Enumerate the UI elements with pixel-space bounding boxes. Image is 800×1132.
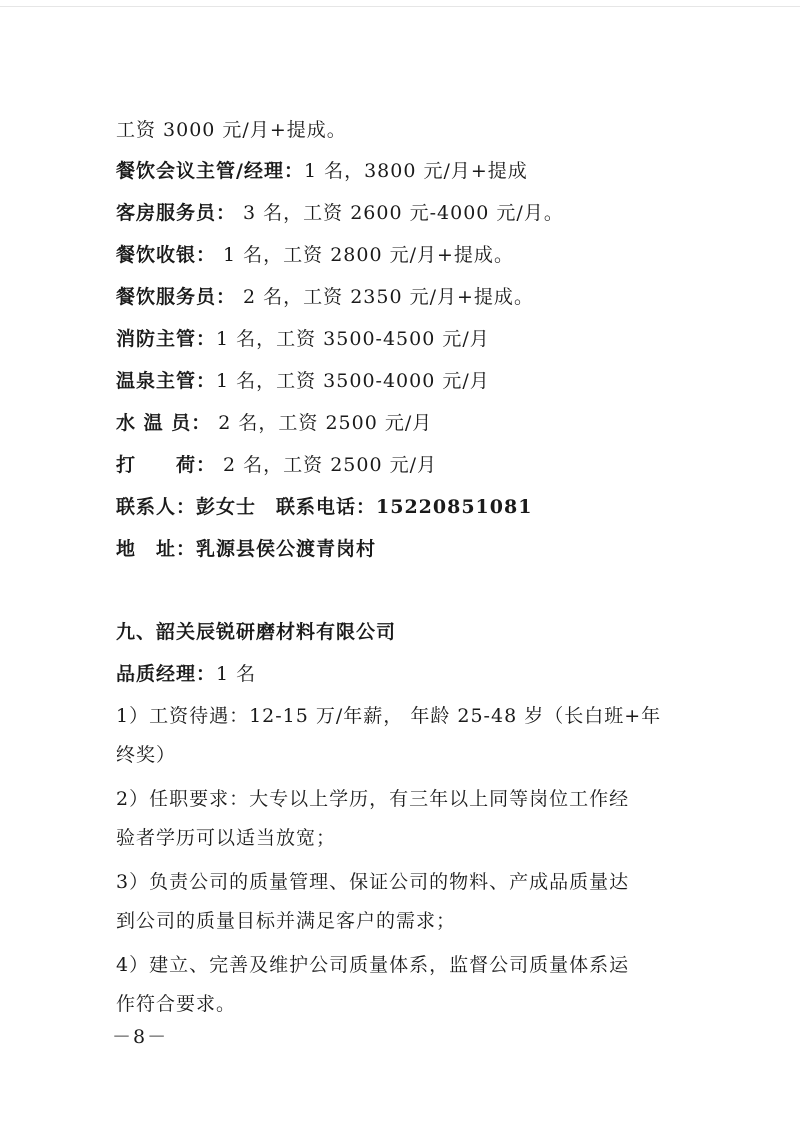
contact-line: 联系人：彭女士 联系电话：15220851081 xyxy=(116,496,533,518)
section-heading: 九、韶关辰锐研磨材料有限公司 xyxy=(116,621,397,643)
job-detail: 2 名，工资 2350 元/月+提成。 xyxy=(236,286,534,308)
job-line-waiter xyxy=(116,285,534,309)
job-line-room-attendant xyxy=(116,201,564,225)
requirement-line: 3）负责公司的质量管理、保证公司的物料、产成品质量达 xyxy=(116,871,630,893)
job-line-catering-manager xyxy=(116,159,528,183)
address-line: 地 址：乳源县侯公渡青岗村 xyxy=(116,538,377,560)
job-detail: 2 名，工资 2500 元/月 xyxy=(216,454,438,476)
job-detail: 1 名，3800 元/月+提成 xyxy=(303,160,528,182)
job-title: 打 荷： xyxy=(116,454,217,476)
requirement-line: 1）工资待遇：12-15 万/年薪， 年龄 25-48 岁（长白班+年 xyxy=(116,705,662,727)
job-line-hot-spring-supervisor xyxy=(116,369,490,393)
job-title: 餐饮服务员： xyxy=(116,286,237,308)
job-detail: 1 名，工资 2800 元/月+提成。 xyxy=(216,244,514,266)
requirement-line: 验者学历可以适当放宽； xyxy=(116,827,337,849)
salary-continuation: 工资 3000 元/月+提成。 xyxy=(116,119,347,141)
job-title: 水 温 员： xyxy=(116,412,212,434)
requirement-line: 4）建立、完善及维护公司质量体系，监督公司质量体系运 xyxy=(116,954,630,976)
job-title: 餐饮会议主管/经理： xyxy=(116,160,304,182)
requirement-line: 作符合要求。 xyxy=(116,993,237,1015)
position-title: 品质经理： xyxy=(116,663,217,685)
job-line-cashier xyxy=(116,243,514,267)
top-rule xyxy=(0,6,800,7)
job-title: 温泉主管： xyxy=(116,370,217,392)
job-title: 消防主管： xyxy=(116,328,217,350)
job-detail: 3 名，工资 2600 元-4000 元/月。 xyxy=(236,202,564,224)
requirement-line: 2）任职要求：大专以上学历，有三年以上同等岗位工作经 xyxy=(116,788,630,810)
job-line-kitchen-helper xyxy=(116,453,437,477)
job-detail: 2 名，工资 2500 元/月 xyxy=(211,412,433,434)
position-count: 1 名 xyxy=(216,663,257,685)
job-line-water-temp xyxy=(116,411,432,435)
job-detail: 1 名，工资 3500-4000 元/月 xyxy=(216,370,490,392)
page-number: －8－ xyxy=(112,1026,169,1048)
requirement-line: 终奖） xyxy=(116,744,177,766)
job-title: 客房服务员： xyxy=(116,202,237,224)
job-detail: 1 名，工资 3500-4500 元/月 xyxy=(216,328,490,350)
job-line-fire-supervisor xyxy=(116,327,490,351)
position-line xyxy=(116,662,256,686)
requirement-line: 到公司的质量目标并满足客户的需求； xyxy=(116,910,457,932)
job-title: 餐饮收银： xyxy=(116,244,217,266)
